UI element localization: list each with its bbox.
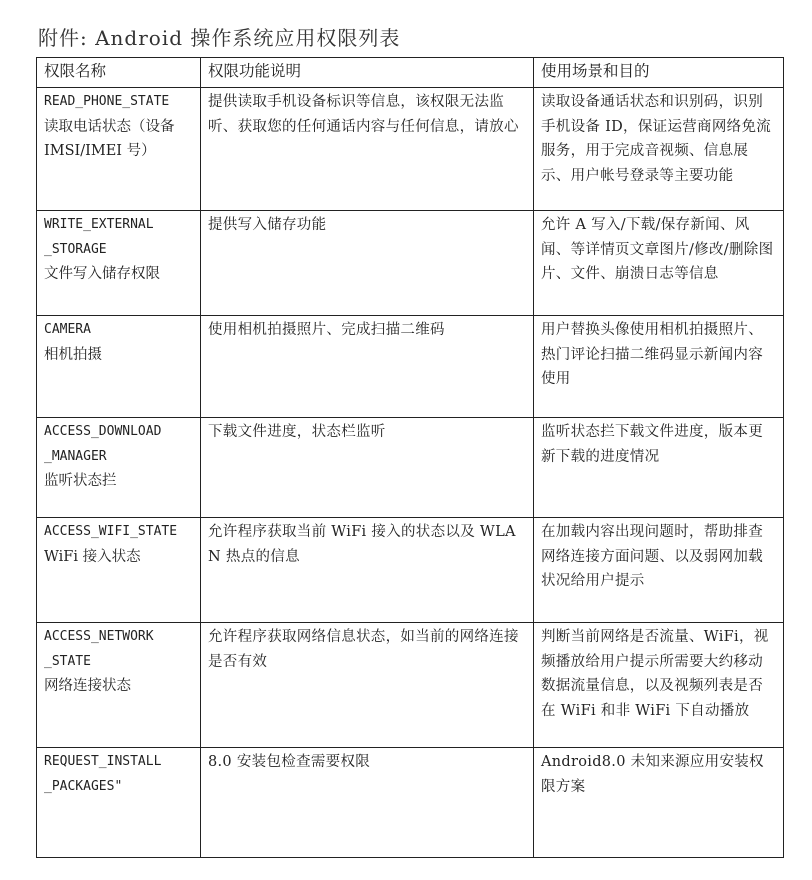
table-row: [37, 211, 784, 316]
permission-id: WRITE_EXTERNAL: [44, 217, 154, 232]
header-permission-function: 权限功能说明: [201, 58, 534, 88]
permission-id: _STORAGE: [44, 241, 107, 257]
permission-usage: 监听状态拦下载文件进度，版本更新下载的进度情况: [534, 418, 784, 518]
permission-table: [36, 57, 784, 858]
header-permission-name: 权限名称: [37, 58, 201, 88]
table-row: [37, 748, 784, 858]
permission-name-cell: [37, 211, 201, 316]
permission-label: 相机拍摄: [44, 346, 102, 363]
permission-id: CAMERA: [44, 322, 91, 337]
permission-name-cell: [37, 748, 201, 858]
permission-description: 允许程序获取当前 WiFi 接入的状态以及 WLAN 热点的信息: [201, 518, 534, 623]
table-row: [37, 518, 784, 623]
permission-id: READ_PHONE_STATE: [44, 94, 170, 109]
permission-id: _PACKAGES": [44, 778, 123, 794]
permission-label: 文件写入储存权限: [44, 266, 160, 282]
permission-usage: 判断当前网络是否流量、WiFi，视频播放给用户提示所需要大约移动数据流量信息，以及视频列表是否在 WiFi 和非 WiFi 下自动播放: [534, 623, 784, 748]
permission-name-cell: [37, 88, 201, 211]
permission-description: 下载文件进度，状态栏监听: [201, 418, 534, 518]
permission-name-cell: [37, 623, 201, 748]
permission-usage: 在加载内容出现问题时，帮助排查网络连接方面问题、以及弱网加载状况给用户提示: [534, 518, 784, 623]
permission-id: REQUEST_INSTALL: [44, 754, 162, 769]
permission-usage: 读取设备通话状态和识别码，识别手机设备 ID，保证运营商网络免流服务，用于完成音视频、信息展示、用户帐号登录等主要功能: [534, 88, 784, 211]
permission-id: _STATE: [44, 653, 91, 669]
header-usage-purpose: 使用场景和目的: [534, 58, 784, 88]
table-row: [37, 623, 784, 748]
permission-usage: 允许 A 写入/下载/保存新闻、风闻、等详情页文章图片/修改/删除图片、文件、崩溃日志等信息: [534, 211, 784, 316]
permission-id: ACCESS_WIFI_STATE: [44, 524, 178, 539]
permission-label: 读取电话状态（设备: [44, 118, 175, 135]
permission-id: _MANAGER: [44, 448, 107, 464]
permission-description: 提供读取手机设备标识等信息，该权限无法监听、获取您的任何通话内容与任何信息，请放心: [201, 88, 534, 211]
permission-label: 网络连接状态: [44, 678, 131, 694]
permission-description: 允许程序获取网络信息状态，如当前的网络连接是否有效: [201, 623, 534, 748]
document-title: 附件: Android 操作系统应用权限列表: [38, 26, 401, 50]
table-row: [37, 316, 784, 418]
permission-description: 使用相机拍摄照片、完成扫描二维码: [201, 316, 534, 418]
permission-label: 监听状态拦: [44, 473, 117, 489]
permission-usage: Android8.0 未知来源应用安装权限方案: [534, 748, 784, 858]
permission-label: WiFi 接入状态: [44, 548, 141, 565]
permission-description: 8.0 安装包检查需要权限: [201, 748, 534, 858]
permission-name-cell: [37, 418, 201, 518]
permission-name-cell: [37, 518, 201, 623]
permission-id: ACCESS_NETWORK: [44, 629, 154, 644]
table-row: [37, 418, 784, 518]
permission-name-cell: [37, 316, 201, 418]
table-header-row: [37, 58, 784, 88]
table-row: [37, 88, 784, 211]
permission-usage: 用户替换头像使用相机拍摄照片、热门评论扫描二维码显示新闻内容使用: [534, 316, 784, 418]
permission-description: 提供写入储存功能: [201, 211, 534, 316]
permission-id: ACCESS_DOWNLOAD: [44, 424, 162, 439]
permission-label: IMSI/IMEI 号）: [44, 143, 156, 159]
